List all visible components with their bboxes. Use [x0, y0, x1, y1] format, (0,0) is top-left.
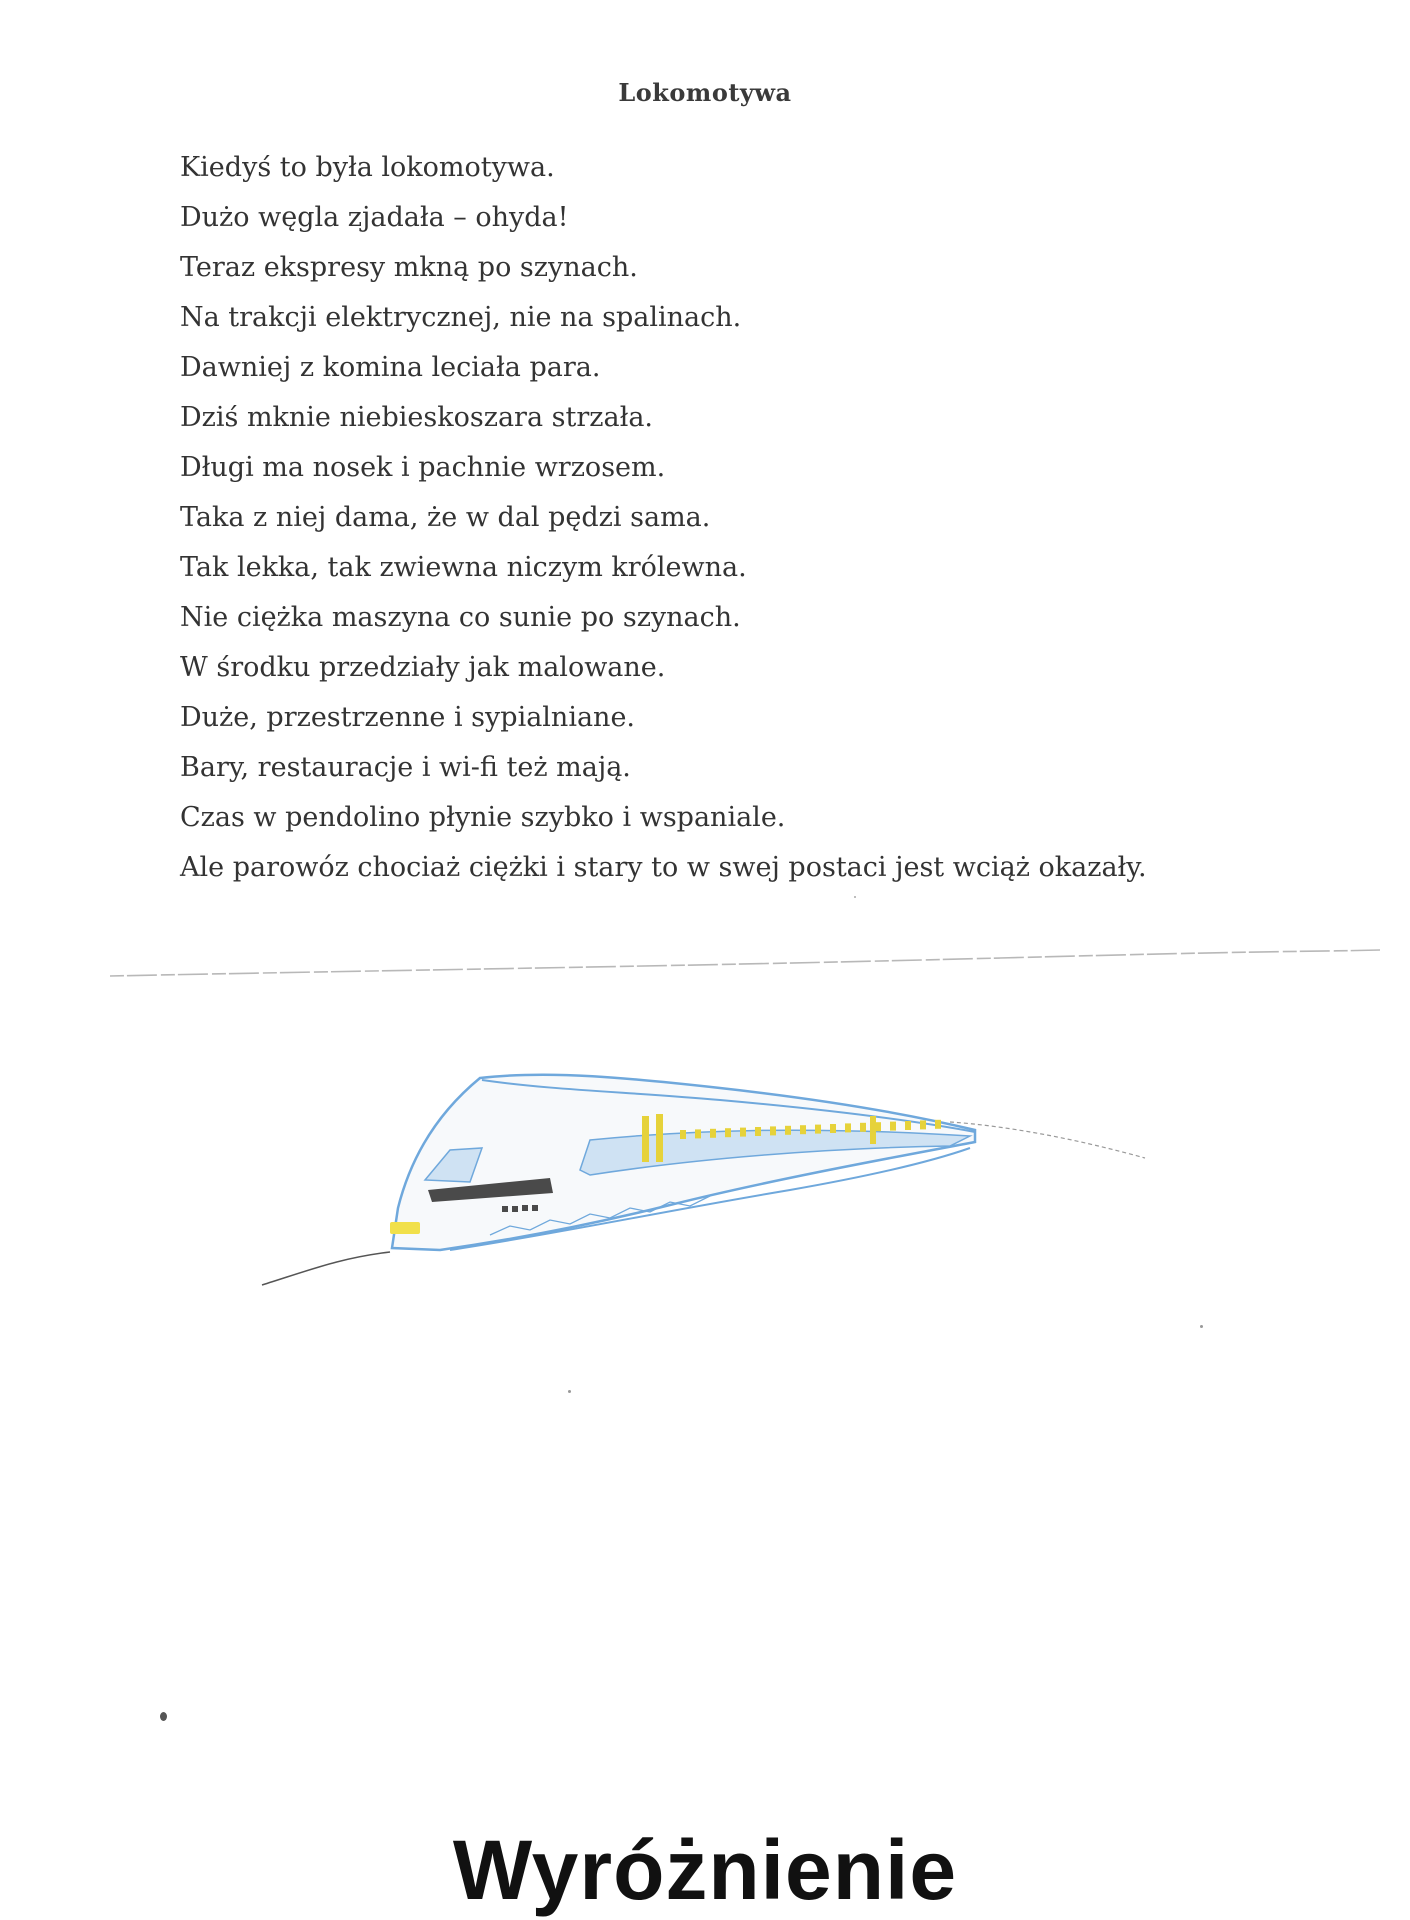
train-window	[890, 1122, 896, 1131]
train-window	[905, 1121, 911, 1130]
scan-speck	[854, 896, 856, 898]
train-window	[800, 1125, 806, 1134]
scan-speck	[1200, 1325, 1203, 1328]
poem-text	[180, 143, 1147, 893]
poem-line: Taka z niej dama, że w dal pędzi sama.	[180, 502, 711, 533]
poem-line: Bary, restauracje i wi-fi też mają.	[180, 752, 631, 783]
poem-line: Duże, przestrzenne i sypialniane.	[180, 702, 636, 733]
train-window	[770, 1126, 776, 1135]
train-drawing-icon	[250, 1030, 1150, 1300]
poem-line: Na trakcji elektrycznej, nie na spalinach.	[180, 302, 742, 333]
poem-line: Dziś mknie niebieskoszara strzała.	[180, 402, 654, 433]
train-window	[815, 1125, 821, 1134]
train-window	[710, 1129, 716, 1138]
poem-line: Kiedyś to była lokomotywa.	[180, 152, 555, 183]
train-window	[725, 1128, 731, 1137]
train-window	[920, 1120, 926, 1129]
poem-line: Czas w pendolino płynie szybko i wspaniale.	[180, 802, 786, 833]
train-window	[785, 1126, 791, 1135]
poem-line: Ale parowóz chociaż ciężki i stary to w swej postaci jest wciąż okazały.	[180, 852, 1147, 883]
poem-title: Lokomotywa	[618, 78, 792, 107]
train-window	[740, 1128, 746, 1137]
train-window	[860, 1123, 866, 1132]
train-window	[755, 1127, 761, 1136]
poem-line: Dużo węgla zjadała – ohyda!	[180, 202, 569, 233]
poem-line: Teraz ekspresy mkną po szynach.	[180, 252, 638, 283]
train-window	[935, 1120, 941, 1129]
award-label: Wyróżnienie	[452, 1823, 958, 1917]
poem-line: W środku przedziały jak malowane.	[180, 652, 666, 683]
train-window	[830, 1124, 836, 1133]
poem-line: Długi ma nosek i pachnie wrzosem.	[180, 452, 666, 483]
scan-speck	[568, 1390, 571, 1393]
poem-line: Dawniej z komina leciała para.	[180, 352, 601, 383]
train-window	[845, 1123, 851, 1132]
train-window	[695, 1129, 701, 1138]
pencil-divider	[0, 930, 1410, 990]
poem-line: Tak lekka, tak zwiewna niczym królewna.	[180, 552, 747, 583]
train-window	[680, 1130, 686, 1139]
poem-line: Nie ciężka maszyna co sunie po szynach.	[180, 602, 741, 633]
scan-speck	[160, 1712, 167, 1721]
